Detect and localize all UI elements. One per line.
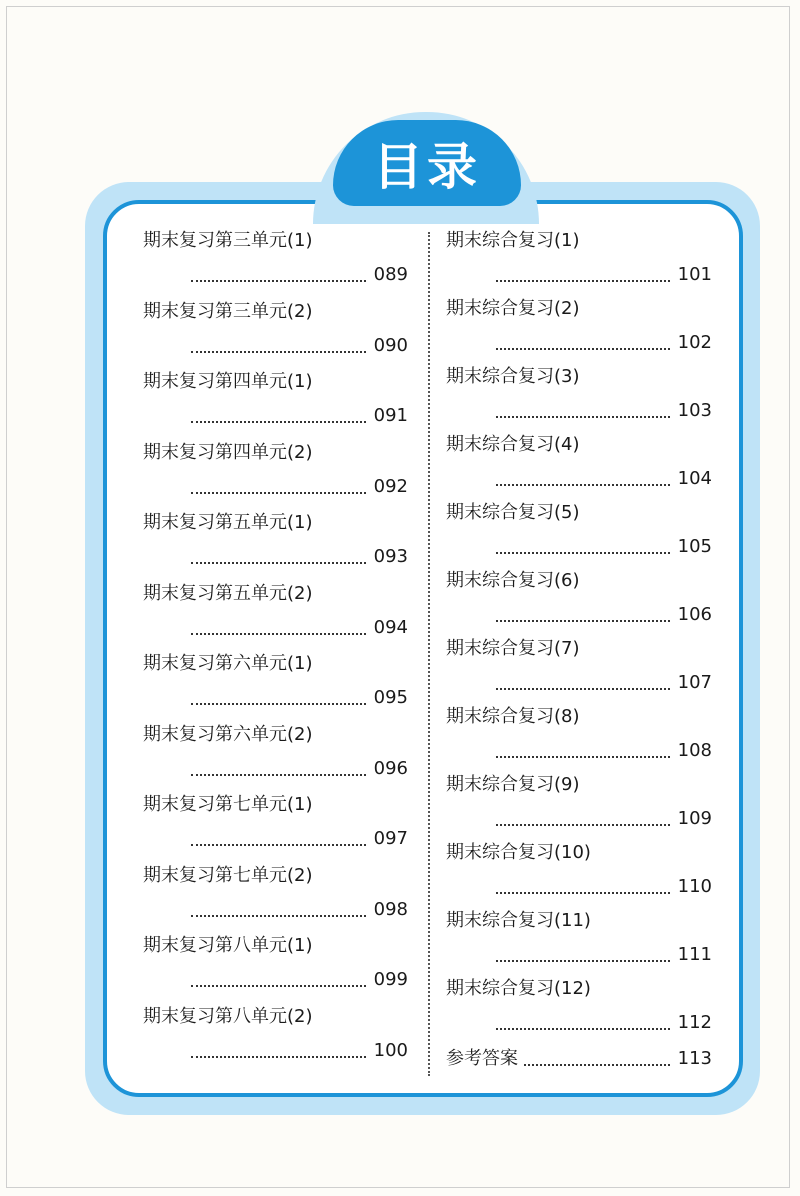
toc-entry-answers[interactable] <box>446 1044 712 1072</box>
toc-entry[interactable] <box>446 704 712 772</box>
toc-entry[interactable] <box>446 772 712 840</box>
toc-entry-title: 期末复习第五单元(1) <box>143 512 313 533</box>
toc-entry-page: 109 <box>677 808 712 829</box>
dot-leader <box>496 1028 670 1030</box>
toc-entry-page: 098 <box>373 898 408 920</box>
toc-entry-title: 期末复习第七单元(2) <box>143 864 313 886</box>
toc-entry-page: 095 <box>373 687 408 708</box>
toc-entry-page: 096 <box>373 757 408 779</box>
dot-leader <box>496 756 670 758</box>
page-title: 目录 <box>373 138 481 196</box>
dot-leader <box>496 348 670 350</box>
dot-leader <box>524 1064 670 1066</box>
column-divider <box>428 232 430 1076</box>
toc-entry-title: 参考答案 <box>446 1048 518 1069</box>
toc-entry-title: 期末综合复习(6) <box>446 570 580 591</box>
dot-leader <box>496 416 670 418</box>
toc-entry-page: 094 <box>373 616 408 638</box>
toc-entry-page: 112 <box>677 1012 712 1033</box>
toc-entry-page: 093 <box>373 546 408 567</box>
toc-entry[interactable] <box>446 908 712 976</box>
dot-leader <box>496 552 670 554</box>
dot-leader <box>191 985 366 987</box>
toc-entry-title: 期末复习第六单元(1) <box>143 653 313 674</box>
toc-entry-page: 107 <box>677 672 712 693</box>
toc-entry[interactable] <box>143 510 408 581</box>
toc-entry-page: 108 <box>677 740 712 761</box>
toc-entry[interactable] <box>143 299 408 370</box>
toc-entry-title: 期末复习第五单元(2) <box>143 582 313 604</box>
toc-entry-title: 期末综合复习(1) <box>446 230 580 251</box>
toc-entry-page: 111 <box>677 944 712 965</box>
dot-leader <box>496 960 670 962</box>
toc-entry-title: 期末复习第六单元(2) <box>143 723 313 745</box>
toc-entry[interactable] <box>446 568 712 636</box>
dot-leader <box>191 421 366 423</box>
dot-leader <box>496 280 670 282</box>
dot-leader <box>191 280 366 282</box>
toc-entry-page: 110 <box>677 876 712 897</box>
toc-entry-title: 期末综合复习(3) <box>446 366 580 387</box>
dot-leader <box>496 620 670 622</box>
dot-leader <box>496 484 670 486</box>
toc-entry-page: 089 <box>373 264 408 285</box>
dot-leader <box>191 633 366 635</box>
toc-entry-title: 期末复习第三单元(1) <box>143 230 313 251</box>
toc-entry[interactable] <box>143 228 408 299</box>
toc-entry-page: 106 <box>677 604 712 625</box>
toc-entry-title: 期末综合复习(10) <box>446 842 591 863</box>
toc-entry-title: 期末综合复习(11) <box>446 910 591 931</box>
toc-entry-page: 100 <box>373 1039 408 1061</box>
toc-entry[interactable] <box>143 792 408 863</box>
toc-entry-title: 期末综合复习(2) <box>446 298 580 319</box>
dot-leader <box>496 824 670 826</box>
toc-entry-page: 104 <box>677 468 712 489</box>
toc-entry[interactable] <box>143 581 408 652</box>
toc-entry[interactable] <box>143 722 408 793</box>
toc-entry[interactable] <box>143 933 408 1004</box>
toc-entry-page: 092 <box>373 475 408 497</box>
toc-entry-title: 期末复习第三单元(2) <box>143 300 313 322</box>
toc-entry-page: 105 <box>677 536 712 557</box>
toc-entry[interactable] <box>143 369 408 440</box>
toc-entry-title: 期末综合复习(7) <box>446 638 580 659</box>
toc-entry-page: 113 <box>677 1048 712 1069</box>
toc-entry[interactable] <box>143 863 408 934</box>
toc-entry-title: 期末复习第八单元(2) <box>143 1005 313 1027</box>
toc-entry-title: 期末综合复习(12) <box>446 978 591 999</box>
toc-entry[interactable] <box>446 432 712 500</box>
toc-entry-page: 102 <box>677 332 712 353</box>
toc-entry-title: 期末复习第八单元(1) <box>143 935 313 956</box>
toc-entry-page: 097 <box>373 828 408 849</box>
toc-entry-page: 103 <box>677 400 712 421</box>
title-badge <box>333 120 521 206</box>
toc-column-right <box>446 228 712 1044</box>
toc-entry-page: 091 <box>373 405 408 426</box>
toc-entry-title: 期末综合复习(4) <box>446 434 580 455</box>
dot-leader <box>191 703 366 705</box>
toc-entry[interactable] <box>446 840 712 908</box>
toc-entry-title: 期末复习第四单元(2) <box>143 441 313 463</box>
dot-leader <box>191 351 366 353</box>
toc-entry-title: 期末综合复习(9) <box>446 774 580 795</box>
toc-entry[interactable] <box>446 636 712 704</box>
toc-entry-title: 期末综合复习(8) <box>446 706 580 727</box>
dot-leader <box>496 892 670 894</box>
dot-leader <box>191 492 366 494</box>
toc-entry[interactable] <box>446 976 712 1044</box>
toc-entry[interactable] <box>143 440 408 511</box>
toc-entry[interactable] <box>446 500 712 568</box>
toc-column-left <box>143 228 408 1074</box>
dot-leader <box>191 774 366 776</box>
toc-entry-title: 期末复习第七单元(1) <box>143 794 313 815</box>
dot-leader <box>191 1056 366 1058</box>
dot-leader <box>191 915 366 917</box>
toc-entry[interactable] <box>143 651 408 722</box>
toc-entry-title: 期末综合复习(5) <box>446 502 580 523</box>
toc-entry[interactable] <box>446 228 712 296</box>
toc-entry[interactable] <box>446 296 712 364</box>
toc-entry[interactable] <box>143 1004 408 1075</box>
toc-entry-page: 090 <box>373 334 408 356</box>
dot-leader <box>191 562 366 564</box>
dot-leader <box>191 844 366 846</box>
toc-entry-page: 101 <box>677 264 712 285</box>
toc-entry-title: 期末复习第四单元(1) <box>143 371 313 392</box>
dot-leader <box>496 688 670 690</box>
toc-entry-page: 099 <box>373 969 408 990</box>
toc-entry[interactable] <box>446 364 712 432</box>
